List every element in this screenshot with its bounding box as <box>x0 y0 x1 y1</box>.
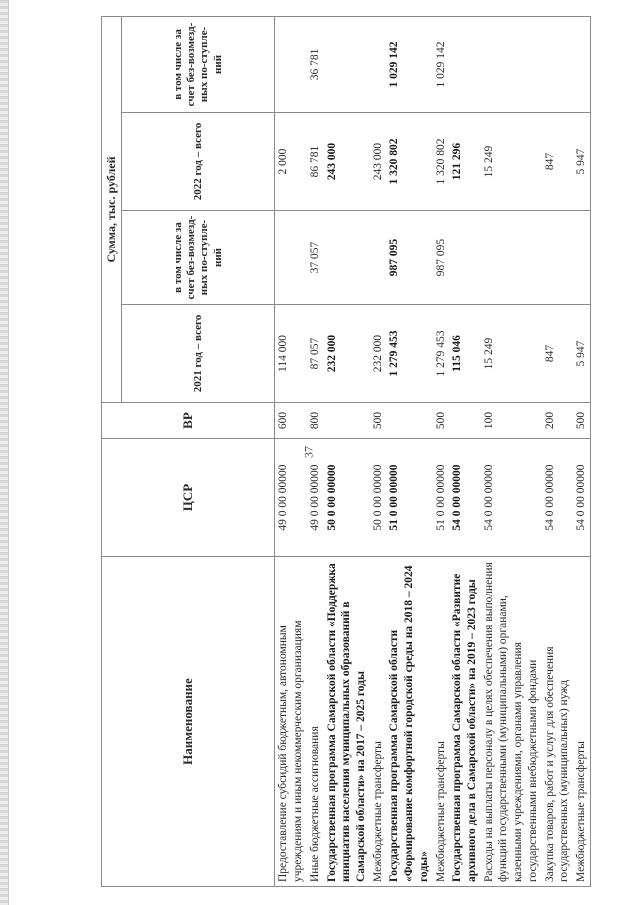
header-2021-gratis: в том числе за счет без-возмезд-ных по-ступле-ний <box>122 211 275 305</box>
cell-2022-total: 15 249 <box>481 113 542 211</box>
cell-vr <box>324 403 370 439</box>
header-sum-group: Сумма, тыс. рублей <box>102 16 122 402</box>
cell-csr: 54 0 00 00000 <box>481 439 542 557</box>
cell-csr: 50 0 00 00000 <box>370 439 387 557</box>
cell-2022-gratis <box>324 16 370 112</box>
cell-2021-total: 1 279 453 <box>433 305 450 403</box>
cell-csr: 54 0 00 00000 <box>573 439 590 557</box>
cell-2022-gratis <box>370 16 387 112</box>
cell-name: Межбюджетные трансферты <box>573 557 590 887</box>
cell-2021-gratis: 987 095 <box>386 211 432 305</box>
cell-2022-gratis <box>449 16 480 112</box>
cell-csr: 54 0 00 00000 <box>542 439 573 557</box>
cell-2022-total: 1 320 802 <box>386 113 432 211</box>
cell-2021-total: 114 000 <box>275 305 307 403</box>
cell-2021-gratis <box>542 211 573 305</box>
cell-2022-gratis: 36 781 <box>307 16 324 112</box>
cell-csr: 51 0 00 00000 <box>386 439 432 557</box>
header-2022-gratis: в том числе за счет без-возмезд-ных по-ступле-ний <box>122 16 275 112</box>
cell-name: Межбюджетные трансферты <box>370 557 387 887</box>
scan-edge <box>0 0 9 905</box>
cell-2022-total: 5 947 <box>573 113 590 211</box>
cell-2022-total: 86 781 <box>307 113 324 211</box>
cell-2021-total: 232 000 <box>324 305 370 403</box>
table-row <box>324 16 370 886</box>
table-row <box>386 16 432 886</box>
table-row <box>481 16 542 886</box>
cell-name: Расходы на выплаты персоналу в целях обеспечения выполнения функций государственными (муниципальными) органами, казенными учреждениями, органами управления государственными внебюджетными фондами <box>481 557 542 887</box>
cell-2021-total: 87 057 <box>307 305 324 403</box>
cell-2022-gratis <box>481 16 542 112</box>
table-row <box>573 16 590 886</box>
cell-name: Иные бюджетные ассигнования <box>307 557 324 887</box>
cell-2022-total: 121 296 <box>449 113 480 211</box>
cell-csr: 51 0 00 00000 <box>433 439 450 557</box>
cell-2021-gratis <box>481 211 542 305</box>
header-csr: ЦСР <box>102 439 275 557</box>
table-row <box>433 16 450 886</box>
cell-2022-total: 1 320 802 <box>433 113 450 211</box>
cell-2021-gratis <box>275 211 307 305</box>
table-row <box>449 16 480 886</box>
table-header <box>102 16 275 886</box>
cell-2022-gratis: 1 029 142 <box>386 16 432 112</box>
cell-2022-gratis: 1 029 142 <box>433 16 450 112</box>
cell-vr: 500 <box>433 403 450 439</box>
cell-vr: 500 <box>370 403 387 439</box>
page-number: 37 <box>301 446 316 458</box>
cell-2022-total: 243 000 <box>370 113 387 211</box>
cell-csr: 49 0 00 00000 <box>275 439 307 557</box>
cell-csr: 49 0 00 00000 <box>307 439 324 557</box>
header-2021-total: 2021 год – всего <box>122 305 275 403</box>
cell-2021-gratis <box>449 211 480 305</box>
cell-2021-total: 232 000 <box>370 305 387 403</box>
cell-name: Закупка товаров, работ и услуг для обеспечения государственных (муниципальных) нужд <box>542 557 573 887</box>
cell-vr <box>386 403 432 439</box>
cell-name: Межбюджетные трансферты <box>433 557 450 887</box>
cell-2022-gratis <box>542 16 573 112</box>
cell-2021-total: 5 947 <box>573 305 590 403</box>
table-row <box>275 16 307 886</box>
cell-2022-total: 2 000 <box>275 113 307 211</box>
cell-csr: 50 0 00 00000 <box>324 439 370 557</box>
cell-name: Государственная программа Самарской области «Формирование комфортной городской среды на 2018 – 2024 годы» <box>386 557 432 887</box>
cell-2022-total: 243 000 <box>324 113 370 211</box>
header-2022-total: 2022 год – всего <box>122 113 275 211</box>
cell-vr: 800 <box>307 403 324 439</box>
cell-vr <box>449 403 480 439</box>
cell-2021-gratis <box>324 211 370 305</box>
table-row <box>542 16 573 886</box>
rotated-table-area <box>101 17 588 887</box>
cell-2021-total: 15 249 <box>481 305 542 403</box>
table-row <box>307 16 324 886</box>
cell-vr: 600 <box>275 403 307 439</box>
budget-table <box>101 16 591 887</box>
cell-name: Государственная программа Самарской области «Поддержка инициатив населения муниципальных образований в Самарской области» на 2017 – 2025 годы <box>324 557 370 887</box>
cell-vr: 100 <box>481 403 542 439</box>
cell-2021-total: 115 046 <box>449 305 480 403</box>
cell-2022-gratis <box>275 16 307 112</box>
cell-vr: 500 <box>573 403 590 439</box>
cell-2021-gratis: 987 095 <box>433 211 450 305</box>
table-row <box>370 16 387 886</box>
cell-2021-total: 847 <box>542 305 573 403</box>
table-body <box>275 16 590 886</box>
cell-2021-gratis <box>573 211 590 305</box>
cell-vr: 200 <box>542 403 573 439</box>
cell-csr: 54 0 00 00000 <box>449 439 480 557</box>
cell-2021-gratis: 37 057 <box>307 211 324 305</box>
cell-2021-gratis <box>370 211 387 305</box>
cell-2021-total: 1 279 453 <box>386 305 432 403</box>
cell-name: Предоставление субсидий бюджетным, автономным учреждениям и иным некоммерческим организациям <box>275 557 307 887</box>
cell-2022-total: 847 <box>542 113 573 211</box>
header-name: Наименование <box>102 557 275 887</box>
cell-name: Государственная программа Самарской области «Развитие архивного дела в Самарской области» на 2019 – 2023 годы <box>449 557 480 887</box>
header-vr: ВР <box>102 403 275 439</box>
cell-2022-gratis <box>573 16 590 112</box>
